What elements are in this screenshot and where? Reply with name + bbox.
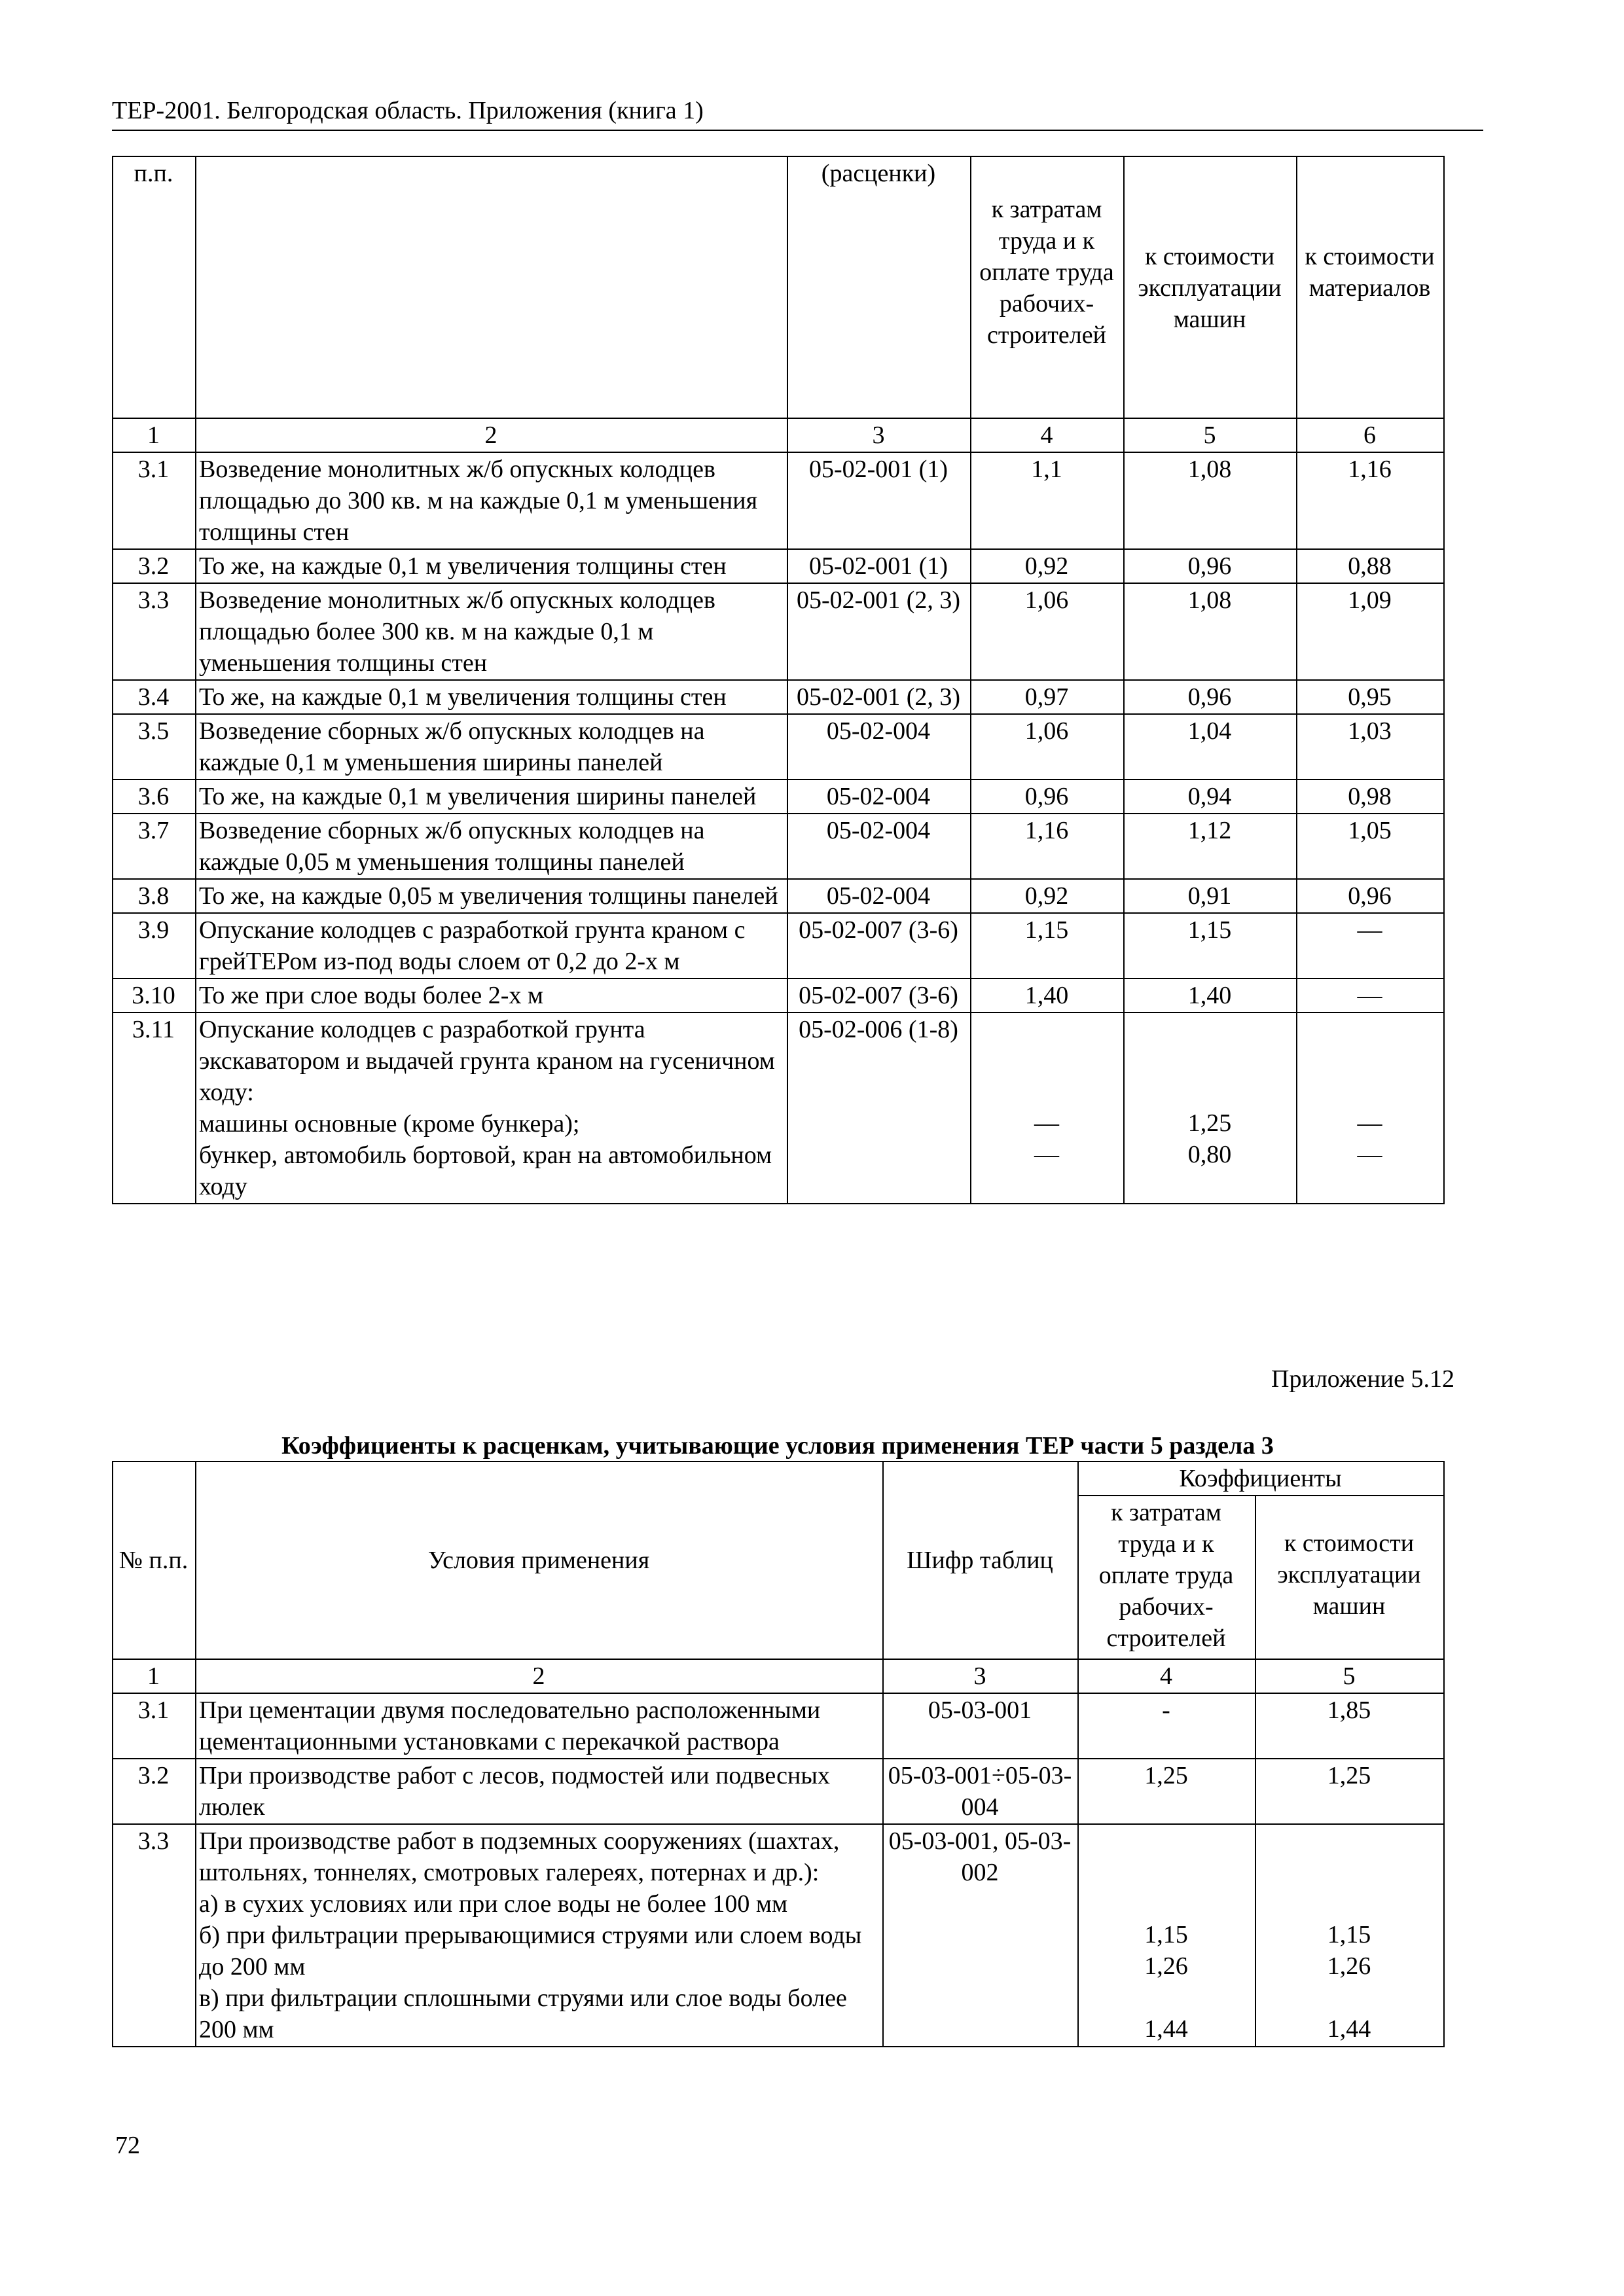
t1-colnum: 3 — [787, 418, 971, 452]
table-row — [113, 1759, 1444, 1824]
row-number: 3.3 — [113, 583, 196, 680]
t2-row-3-3 — [113, 1824, 1444, 2047]
coef-labor — [971, 1013, 1124, 1204]
coef-labor: 1,16 — [971, 814, 1124, 879]
table-row — [113, 1693, 1444, 1759]
coef-machines: 1,85 — [1255, 1693, 1444, 1759]
coef-materials: 1,09 — [1297, 583, 1444, 680]
coef-value: 0,80 — [1187, 1141, 1232, 1168]
coef-labor: 1,25 — [1078, 1759, 1255, 1824]
row-number: 3.2 — [113, 549, 196, 583]
appendix-label: Приложение 5.12 — [1271, 1365, 1454, 1393]
coef-machines: 1,15 — [1124, 913, 1297, 978]
coef-labor: 0,97 — [971, 680, 1124, 714]
coef-materials — [1297, 1013, 1444, 1204]
table-row — [113, 814, 1444, 879]
application-conditions-table — [112, 1461, 1445, 2047]
coef-labor: 0,92 — [971, 549, 1124, 583]
t2-header-row1 — [113, 1462, 1444, 1496]
row-number: 3.5 — [113, 714, 196, 780]
coef-machines: 1,04 — [1124, 714, 1297, 780]
coef-machines: 0,91 — [1124, 879, 1297, 913]
coef-machines — [1255, 1824, 1444, 2047]
t1-colnum: 2 — [196, 418, 787, 452]
row-description: Возведение монолитных ж/б опускных колодцев площадью более 300 кв. м на каждые 0,1 м уменьшения толщины стен — [196, 583, 787, 680]
coef-materials: 1,16 — [1297, 452, 1444, 549]
row-description — [196, 1013, 787, 1204]
coef-value: 1,15 — [1144, 1921, 1188, 1948]
coef-materials: 1,03 — [1297, 714, 1444, 780]
row-description: Опускание колодцев с разработкой грунта краном с грейТЕРом из-под воды слоем от 0,2 до 2-х м — [196, 913, 787, 978]
coef-value: 1,26 — [1144, 1952, 1188, 1980]
coef-value: — — [1357, 1109, 1382, 1137]
t1-header-col5: к стоимости эксплуатации машин — [1124, 156, 1297, 418]
coef-labor: 1,06 — [971, 583, 1124, 680]
coef-materials: 0,96 — [1297, 879, 1444, 913]
row-description: То же, на каждые 0,1 м увеличения толщины стен — [196, 680, 787, 714]
coef-machines: 0,96 — [1124, 549, 1297, 583]
row-description-item: машины основные (кроме бункера); — [199, 1110, 580, 1138]
t2-colnum: 4 — [1078, 1659, 1255, 1693]
row-description: Возведение монолитных ж/б опускных колодцев площадью до 300 кв. м на каждые 0,1 м уменьшения толщины стен — [196, 452, 787, 549]
row-number: 3.3 — [113, 1824, 196, 2047]
row-description-item: б) при фильтрации прерывающимися струями или слоем воды до 200 мм — [199, 1922, 862, 1981]
table-code: 05-03-001÷05-03-004 — [883, 1759, 1078, 1824]
t2-colnum: 5 — [1255, 1659, 1444, 1693]
page-number: 72 — [115, 2132, 140, 2159]
t1-header-col4: к затратам труда и к оплате труда рабочих-строителей — [971, 156, 1124, 418]
t1-header-col2 — [196, 156, 787, 418]
coefficients-table-continued — [112, 156, 1445, 1204]
coef-value: 1,26 — [1327, 1952, 1371, 1980]
row-description: То же, на каждые 0,1 м увеличения толщины стен — [196, 549, 787, 583]
table-row — [113, 978, 1444, 1013]
table-code: 05-02-004 — [787, 714, 971, 780]
coef-labor: 1,1 — [971, 452, 1124, 549]
table-code: 05-02-007 (3-6) — [787, 978, 971, 1013]
t2-header-col4: к затратам труда и к оплате труда рабочих-строителей — [1078, 1496, 1255, 1659]
coef-value: — — [1034, 1109, 1059, 1137]
coef-machines: 1,12 — [1124, 814, 1297, 879]
table2-title: Коэффициенты к расценкам, учитывающие условия применения ТЕР части 5 раздела 3 — [281, 1432, 1274, 1460]
coef-labor: 1,15 — [971, 913, 1124, 978]
table-code: 05-02-001 (2, 3) — [787, 583, 971, 680]
table-code: 05-03-001 — [883, 1693, 1078, 1759]
t2-header-col3: Шифр таблиц — [883, 1462, 1078, 1659]
coef-labor — [1078, 1824, 1255, 2047]
table-code: 05-02-001 (1) — [787, 452, 971, 549]
row-number: 3.9 — [113, 913, 196, 978]
t2-header-col1: № п.п. — [113, 1462, 196, 1659]
coef-machines: 0,96 — [1124, 680, 1297, 714]
table-code: 05-02-004 — [787, 780, 971, 814]
t2-header-coefficients: Коэффициенты — [1078, 1462, 1444, 1496]
coef-machines: 1,40 — [1124, 978, 1297, 1013]
t1-colnum: 6 — [1297, 418, 1444, 452]
row-description: Возведение сборных ж/б опускных колодцев на каждые 0,1 м уменьшения ширины панелей — [196, 714, 787, 780]
table-code: 05-02-007 (3-6) — [787, 913, 971, 978]
row-number: 3.7 — [113, 814, 196, 879]
row-number: 3.2 — [113, 1759, 196, 1824]
row-number: 3.1 — [113, 1693, 196, 1759]
t1-header-col1: п.п. — [113, 156, 196, 418]
coef-labor: 0,96 — [971, 780, 1124, 814]
t2-colnum: 2 — [196, 1659, 883, 1693]
t1-header-col3: (расценки) — [787, 156, 971, 418]
row-number: 3.6 — [113, 780, 196, 814]
table-row — [113, 549, 1444, 583]
coef-labor: 0,92 — [971, 879, 1124, 913]
row-number: 3.1 — [113, 452, 196, 549]
row-number: 3.8 — [113, 879, 196, 913]
coef-labor: 1,40 — [971, 978, 1124, 1013]
coef-value: — — [1357, 1141, 1382, 1168]
coef-materials: — — [1297, 913, 1444, 978]
t1-colnum: 4 — [971, 418, 1124, 452]
running-header: ТЕР-2001. Белгородская область. Приложения (книга 1) — [112, 96, 1483, 131]
table-code: 05-03-001, 05-03-002 — [883, 1824, 1078, 2047]
t1-column-numbers-row — [113, 418, 1444, 452]
row-number: 3.4 — [113, 680, 196, 714]
table-code: 05-02-006 (1-8) — [787, 1013, 971, 1204]
row-description-item: бункер, автомобиль бортовой, кран на автомобильном ходу — [199, 1141, 772, 1200]
row-description-intro: При производстве работ в подземных сооружениях (шахтах, штольнях, тоннелях, смотровых галереях, потернах и др.): — [199, 1827, 840, 1886]
coef-machines: 1,25 — [1255, 1759, 1444, 1824]
table-row — [113, 680, 1444, 714]
table-row — [113, 879, 1444, 913]
row-description-item: в) при фильтрации сплошными струями или слое воды более 200 мм — [199, 1984, 847, 2043]
t1-colnum: 1 — [113, 418, 196, 452]
coef-value: 1,44 — [1327, 2015, 1371, 2043]
table-code: 05-02-004 — [787, 814, 971, 879]
table-row — [113, 583, 1444, 680]
coef-machines: 0,94 — [1124, 780, 1297, 814]
coef-labor: 1,06 — [971, 714, 1124, 780]
table-row — [113, 714, 1444, 780]
row-number: 3.11 — [113, 1013, 196, 1204]
row-description: Возведение сборных ж/б опускных колодцев на каждые 0,05 м уменьшения толщины панелей — [196, 814, 787, 879]
coef-materials: 0,95 — [1297, 680, 1444, 714]
coef-value: 1,44 — [1144, 2015, 1188, 2043]
table-code: 05-02-004 — [787, 879, 971, 913]
coef-machines: 1,08 — [1124, 583, 1297, 680]
coef-materials: — — [1297, 978, 1444, 1013]
row-description-intro: Опускание колодцев с разработкой грунта экскаватором и выдачей грунта краном на гусеничном ходу: — [199, 1016, 775, 1106]
t2-column-numbers-row — [113, 1659, 1444, 1693]
table-row — [113, 780, 1444, 814]
t2-header-col5: к стоимости эксплуатации машин — [1255, 1496, 1444, 1659]
table-row — [113, 452, 1444, 549]
coef-materials: 0,88 — [1297, 549, 1444, 583]
t1-row-3-11 — [113, 1013, 1444, 1204]
table1-header-row — [113, 156, 1444, 418]
coef-machines: 1,08 — [1124, 452, 1297, 549]
coef-labor: - — [1078, 1693, 1255, 1759]
row-description: При производстве работ с лесов, подмостей или подвесных люлек — [196, 1759, 883, 1824]
t2-colnum: 1 — [113, 1659, 196, 1693]
row-description: То же при слое воды более 2-х м — [196, 978, 787, 1013]
table-code: 05-02-001 (2, 3) — [787, 680, 971, 714]
coef-value: — — [1034, 1141, 1059, 1168]
coef-machines — [1124, 1013, 1297, 1204]
row-description-item: а) в сухих условиях или при слое воды не более 100 мм — [199, 1890, 787, 1918]
coef-value: 1,25 — [1187, 1109, 1232, 1137]
coef-materials: 1,05 — [1297, 814, 1444, 879]
row-number: 3.10 — [113, 978, 196, 1013]
coef-materials: 0,98 — [1297, 780, 1444, 814]
t1-header-col6: к стоимости материалов — [1297, 156, 1444, 418]
coef-value: 1,15 — [1327, 1921, 1371, 1948]
table-code: 05-02-001 (1) — [787, 549, 971, 583]
row-description: То же, на каждые 0,05 м увеличения толщины панелей — [196, 879, 787, 913]
row-description: При цементации двумя последовательно расположенными цементационными установками с перекачкой раствора — [196, 1693, 883, 1759]
t1-colnum: 5 — [1124, 418, 1297, 452]
row-description: То же, на каждые 0,1 м увеличения ширины панелей — [196, 780, 787, 814]
t2-header-col2: Условия применения — [196, 1462, 883, 1659]
row-description — [196, 1824, 883, 2047]
t2-colnum: 3 — [883, 1659, 1078, 1693]
table-row — [113, 913, 1444, 978]
